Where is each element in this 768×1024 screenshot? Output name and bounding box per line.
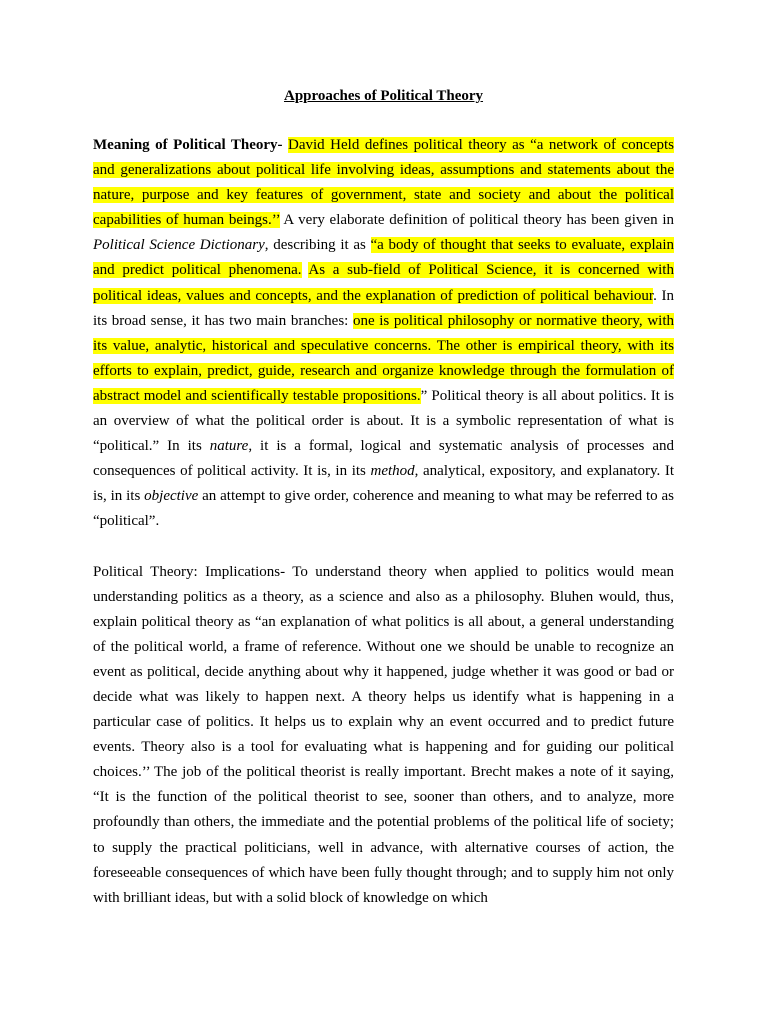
paragraph-implications: Political Theory: Implications- To understand theory when applied to politics would mean understanding politics as a theory, as a science and also as a philosophy. Bluhen would, thus, explain political theory as “an explanation of what politics is all about, a general understanding of the political world, a frame of reference. Without one we should be unable to recognize an event as political, decide anything about why it happened, judge whether it was good or bad or decide what was likely to happen next. A theory helps us identify what is happening in a particular case of politics. It helps us to explain why an event occurred and to predict future events. Theory also is a tool for evaluating what is happening and for guiding our political choices.’’ The job of the political theorist is really important. Brecht makes a note of it saying, “It is the function of the political theorist to see, sooner than others, and to analyze, more profoundly than others, the immediate and the potential problems of the political life of society; to supply the practical politicians, well in advance, with alternative courses of action, the foreseeable consequences of which have been fully thought through; and to supply him not only with brilliant ideas, but with a solid block of knowledge on which bbox=[93, 563, 674, 906]
italic-objective: objective bbox=[144, 488, 199, 505]
document-page bbox=[93, 84, 674, 911]
text-segment: ” Political theory is all about politics. It is an overview of what the political order is about. It is a symbolic representation of what is “political.” In its bbox=[93, 387, 674, 455]
highlight-sub-field: As a sub-field of Political Science, it is concerned with political ideas, values and concepts, and the explanation of prediction of political behaviour bbox=[93, 262, 674, 304]
text-segment: an attempt to give order, coherence and meaning to what may be referred to as “political”. bbox=[93, 488, 674, 530]
text-segment: . In its broad sense, it has two main branches: bbox=[93, 287, 674, 329]
text-segment: , it is a formal, logical and systematic analysis of processes and consequences of political activity. It is, in its bbox=[93, 438, 674, 480]
text-segment: , describing it as bbox=[264, 237, 371, 254]
text-segment: A very elaborate definition of political theory has been given in bbox=[279, 212, 674, 229]
italic-method: method bbox=[370, 463, 415, 480]
paragraph-heading: Meaning of Political Theory- bbox=[93, 137, 283, 153]
text-segment: , analytical, expository, and explanatory. It is, in its bbox=[93, 463, 674, 505]
highlight-held-definition: David Held defines political theory as “a network of concepts and generalizations about political life involving ideas, assumptions and statements about the nature, purpose and key features of government, state and society and about the political capabilities of human beings.’’ bbox=[93, 137, 674, 229]
italic-nature: nature bbox=[209, 438, 249, 455]
highlight-two-branches: one is political philosophy or normative theory, with its value, analytic, historical and speculative concerns. The other is empirical theory, with its efforts to explain, predict, guide, research and organize knowledge through the formulation of abstract model and scientifically testable propositions. bbox=[93, 312, 674, 404]
document-title: Approaches of Political Theory bbox=[283, 88, 484, 104]
paragraph-meaning bbox=[93, 133, 674, 535]
italic-dictionary-title: Political Science Dictionary bbox=[93, 237, 265, 254]
highlight-body-of-thought: “a body of thought that seeks to evaluate, explain and predict political phenomena. bbox=[93, 237, 674, 279]
